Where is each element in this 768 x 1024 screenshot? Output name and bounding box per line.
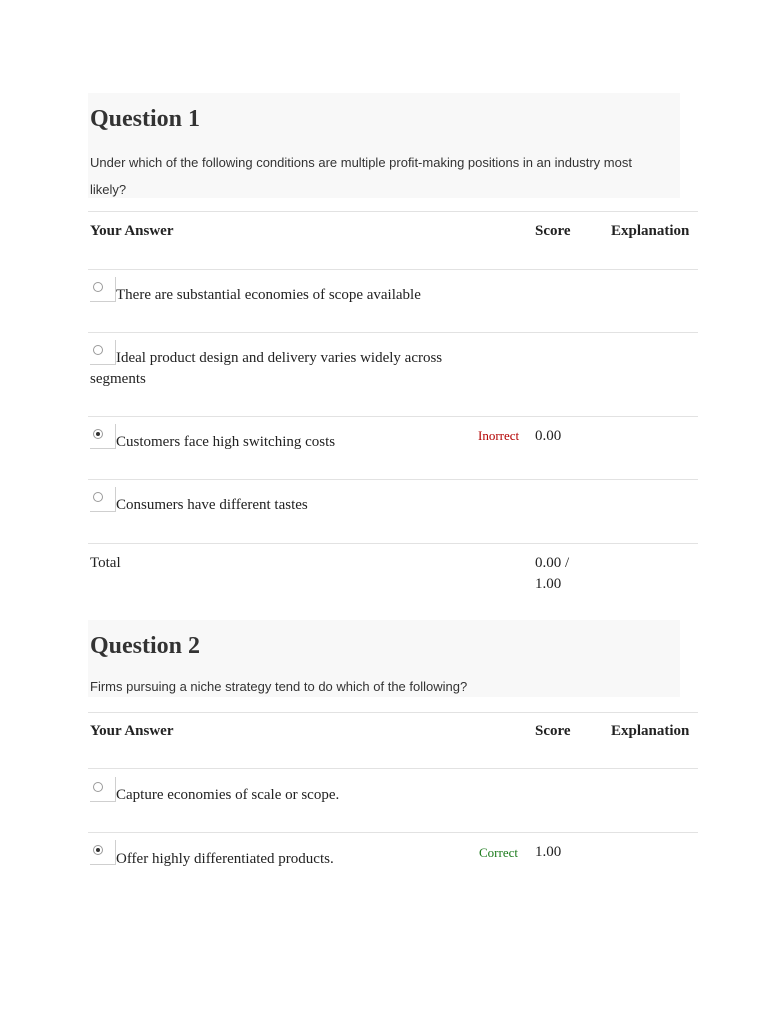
question-1-text: Under which of the following conditions are multiple profit-making positions in an industry most likely? [90, 155, 632, 197]
question-2-header [88, 620, 680, 697]
status-incorrect: Inorrect [478, 428, 520, 443]
answer-option: Consumers have different tastes [116, 497, 308, 513]
total-score-line: 1.00 [535, 576, 562, 592]
answer-score: 1.00 [535, 844, 562, 860]
divider [88, 416, 698, 417]
question-1-title: Question 1 [90, 106, 201, 132]
header-score: Score [535, 723, 571, 739]
header-your-answer: Your Answer [90, 223, 174, 239]
answer-score: 0.00 [535, 428, 562, 444]
question-2-text: Firms pursuing a niche strategy tend to do which of the following? [90, 679, 468, 694]
divider [88, 712, 698, 713]
answer-option: There are substantial economies of scope available [116, 287, 421, 303]
question-1-header [88, 93, 680, 198]
header-explanation: Explanation [611, 723, 690, 739]
answer-option: Offer highly differentiated products. [116, 851, 334, 867]
divider [88, 832, 698, 833]
answer-option: Capture economies of scale or scope. [116, 787, 340, 803]
status-correct: Correct [479, 845, 518, 860]
answer-option: Customers face high switching costs [116, 434, 336, 450]
divider [88, 768, 698, 769]
total-score-line: 0.00 / [535, 555, 570, 571]
total-label: Total [90, 555, 121, 571]
divider [88, 269, 698, 270]
divider [88, 543, 698, 544]
answer-option: Ideal product design and delivery varies widely across segments [90, 350, 443, 387]
divider [88, 479, 698, 480]
divider [88, 211, 698, 212]
question-2-title: Question 2 [90, 633, 201, 659]
header-your-answer: Your Answer [90, 723, 174, 739]
total-score [535, 553, 569, 595]
divider [88, 332, 698, 333]
header-score: Score [535, 223, 571, 239]
header-explanation: Explanation [611, 223, 690, 239]
